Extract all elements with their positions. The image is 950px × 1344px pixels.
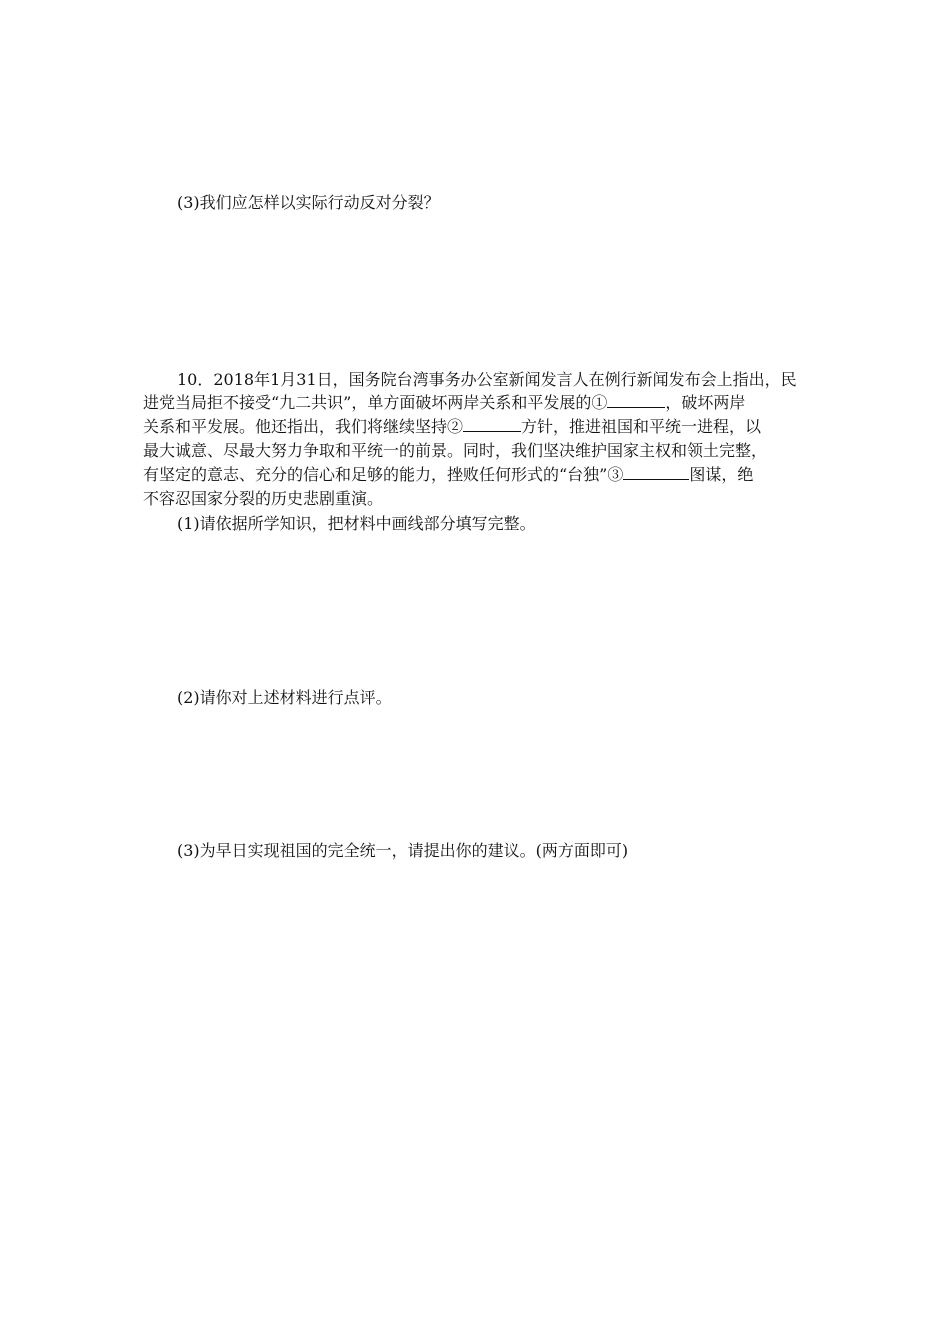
q10-part3: (3)为早日实现祖国的完全统一，请提出你的建议。(两方面即可) (177, 841, 629, 860)
q10-line5 (143, 465, 753, 485)
blank-3 (623, 465, 689, 480)
q10-line2 (143, 393, 745, 413)
q10-line4: 最大诚意、尽最大努力争取和平统一的前景。同时，我们坚决维护国家主权和领土完整， (143, 441, 768, 460)
q10-line2-text: 进党当局拒不接受“九二共识”，单方面破坏两岸关系和平发展的① (143, 393, 608, 412)
q10-line3 (143, 417, 761, 437)
q10-part1: (1)请依据所学知识，把材料中画线部分填写完整。 (177, 514, 536, 533)
q10-line5-text-b: 图谋，绝 (689, 465, 754, 484)
q10-line3-text-b: 方针，推进祖国和平统一进程，以 (521, 417, 762, 436)
q10-line5-text: 有坚定的意志、充分的信心和足够的能力，挫败任何形式的“台独”③ (143, 465, 624, 484)
q9-part3: (3)我们应怎样以实际行动反对分裂？ (177, 193, 440, 212)
blank-1 (607, 393, 665, 408)
q10-line1: 10．2018年1月31日，国务院台湾事务办公室新闻发言人在例行新闻发布会上指出，民 (177, 370, 797, 389)
q10-line3-text: 关系和平发展。他还指出，我们将继续坚持② (143, 417, 464, 436)
blank-2 (463, 417, 521, 432)
q10-part2: (2)请你对上述材料进行点评。 (177, 688, 392, 707)
q10-line2-text-b: ，破坏两岸 (665, 393, 746, 412)
q10-line6: 不容忍国家分裂的历史悲剧重演。 (143, 489, 384, 508)
